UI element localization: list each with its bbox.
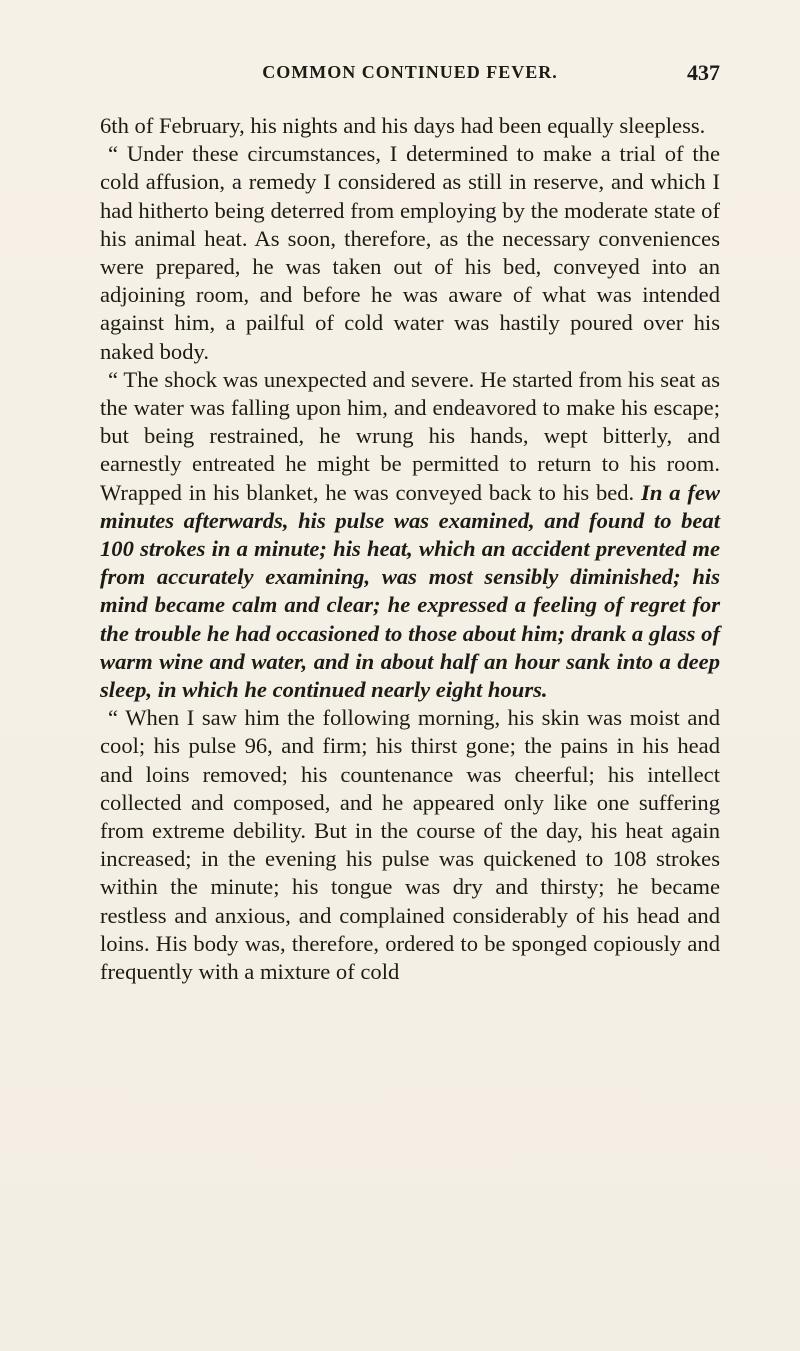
page-number: 437 [687, 60, 720, 85]
paragraph-text: “ The shock was unexpected and severe. He started from his seat as the water was falling upon him, and endeavored to make his escape; but being restrained, he wrung his hands, wept bitterly, and earnestly entreated he might be permitted to return to his room. Wrapped in his blanket, he was conveyed back to his bed. [100, 366, 720, 505]
paragraph-text: “ Under these circumstances, I determined to make a trial of the cold affusion, a remedy I considered as still in reserve, and which I had hitherto being deterred from employing by the moderate state of his animal heat. As soon, therefore, as the necessary conveniences were prepared, he was taken out of his bed, conveyed into an adjoining room, and before he was aware of what was intended against him, a pailful of cold water was hastily poured over his naked body. [100, 141, 720, 364]
paragraph-text: “ When I saw him the following morning, his skin was moist and cool; his pulse 96, and firm; his thirst gone; the pains in his head and loins removed; his countenance was cheerful; his intellect collected and composed, and he appeared only like one suffering from extreme debility. But in the course of the day, his heat again increased; in the evening his pulse was quickened to 108 strokes within the minute; his tongue was dry and thirsty; he became restless and anxious, and complained considerably of his head and loins. His body was, therefore, ordered to be sponged copiously and frequently with a mixture of cold [100, 705, 720, 985]
paragraph-text: 6th of February, his nights and his days had been equally sleepless. [100, 113, 706, 138]
paragraph [100, 704, 720, 986]
running-title: COMMON CONTINUED FEVER. [262, 62, 558, 82]
body-text [100, 112, 720, 986]
paragraph [100, 140, 720, 366]
paragraph [100, 366, 720, 704]
paragraph [100, 112, 720, 140]
paragraph-italic-text: In a few minutes afterwards, his pulse was examined, and found to beat 100 strokes in a minute; his heat, which an accident prevented me from accurately examining, was most sensibly diminished; his mind became calm and clear; he expressed a feeling of regret for the trouble he had occasioned to those about him; drank a glass of warm wine and water, and in about half an hour sank into a deep sleep, in which he continued nearly eight hours. [100, 479, 720, 703]
running-head [100, 62, 720, 88]
